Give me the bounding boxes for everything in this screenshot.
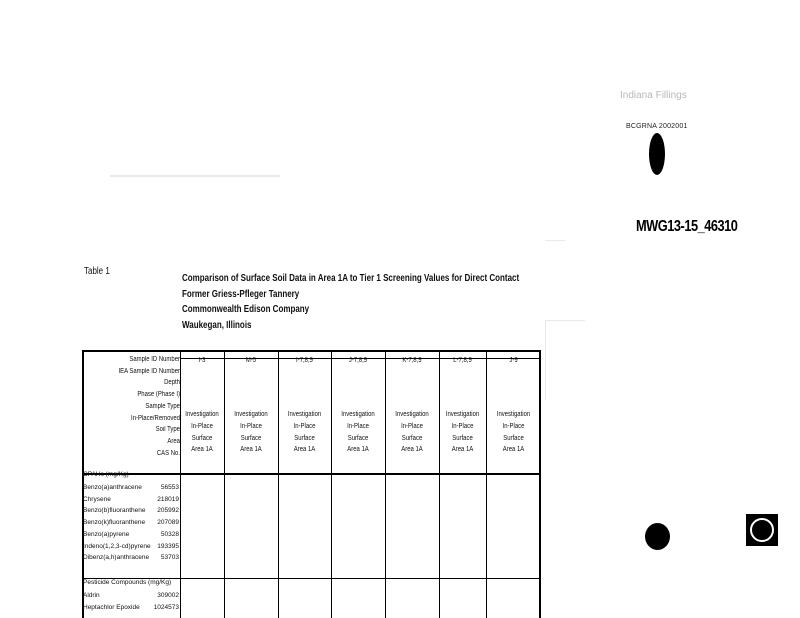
sample-id: I-7,8,9 (296, 357, 313, 364)
cas-number: 207089 (157, 519, 179, 527)
sample-attribute: Surface (347, 434, 369, 442)
stamp-code: BCGRNA 2002001 (626, 123, 688, 130)
sample-attribute: In-Place (347, 422, 369, 430)
cas-number: 50328 (160, 530, 179, 538)
sample-attribute: In-Place (191, 422, 213, 430)
sample-attribute: Surface (294, 434, 315, 442)
title-line: Waukegan, Illinois (182, 319, 252, 331)
cas-number: 1024573 (153, 603, 179, 611)
sample-id: J-7,8,9 (348, 357, 368, 364)
table-row (82, 552, 182, 563)
sample-attribute: Investigation (395, 411, 429, 418)
stamp-header: Indiana Fillings (620, 90, 687, 101)
table-row (82, 541, 182, 552)
sample-attribute: Surface (191, 434, 213, 442)
sample-attribute: Investigation (287, 411, 322, 418)
header-row-label: Area (167, 437, 180, 445)
analyte-name: Benzo(a)pyrene (83, 530, 130, 538)
table-row (82, 517, 182, 528)
column-header (183, 357, 220, 456)
analyte-name: Chrysene (83, 495, 111, 503)
scan-artifact (545, 240, 565, 241)
sample-attribute: Surface (401, 434, 423, 442)
cas-number: 309002 (157, 592, 179, 599)
sample-attribute: In-Place (502, 422, 525, 430)
column-header (490, 357, 537, 456)
analyte-name: Aldrin (83, 592, 100, 599)
table-row (82, 482, 182, 493)
sample-attribute: In-Place (401, 422, 423, 430)
punch-hole-ring (750, 518, 774, 542)
soil-data-table (82, 350, 541, 618)
sample-attribute: Area 1A (502, 446, 525, 454)
column-rule (439, 350, 440, 618)
sample-id: I-3 (198, 357, 206, 364)
sample-attribute: Investigation (185, 411, 219, 418)
analyte-name: Benzo(k)fluoranthene (83, 519, 146, 527)
column-rule (224, 350, 225, 618)
header-row-label: Depth (164, 379, 180, 387)
header-row-label: IEA Sample ID Number (118, 367, 180, 375)
sample-attribute: Area 1A (240, 446, 262, 454)
column-rule (331, 350, 332, 618)
sample-attribute: In-Place (240, 422, 262, 430)
cas-number: 218019 (157, 495, 179, 503)
punch-hole (649, 133, 665, 175)
sample-attribute: Surface (452, 434, 473, 442)
sample-attribute: Area 1A (293, 446, 316, 454)
scan-artifact (110, 175, 280, 177)
analyte-name: Indeno(1,2,3-cd)pyrene (83, 542, 151, 550)
sample-attribute: Investigation (234, 411, 268, 418)
column-rule (385, 350, 386, 618)
sample-attribute: Surface (503, 434, 524, 442)
column-rule (486, 350, 487, 618)
title-line: Comparison of Surface Soil Data in Area 1A to Tier 1 Screening Values for Direct Contact (182, 273, 520, 284)
sample-attribute: Investigation (341, 411, 375, 418)
sample-attribute: In-Place (293, 422, 316, 430)
scan-artifact (545, 320, 546, 400)
table-row (82, 529, 182, 540)
scan-artifact (545, 320, 585, 321)
group-heading: CPAHs (mg/Kg) (83, 471, 129, 478)
header-row-label: Sample Type (145, 402, 180, 410)
sample-id: L-7,8,9 (453, 357, 472, 364)
punch-hole (645, 523, 670, 550)
cas-number: 53703 (160, 554, 179, 562)
table-title (182, 271, 519, 333)
header-row-label: Soil Type (155, 426, 180, 434)
table-rule (82, 350, 541, 352)
title-line: Commonwealth Edison Company (182, 304, 310, 315)
sample-attribute: Area 1A (347, 446, 369, 454)
sample-attribute: Surface (240, 434, 262, 442)
sample-attribute: In-Place (451, 422, 474, 430)
header-row-label: In-Place/Removed (131, 414, 180, 422)
title-line: Former Griess-Pfleger Tannery (182, 288, 300, 300)
cas-number: 193395 (157, 542, 179, 550)
sample-attribute: Investigation (496, 411, 531, 418)
table-row (82, 590, 182, 601)
column-header (282, 357, 327, 456)
table-row (82, 602, 182, 613)
header-row-label: CAS No. (156, 449, 180, 457)
column-header (389, 357, 435, 456)
table-label: Table 1 (84, 266, 110, 277)
sample-attribute: Area 1A (401, 446, 423, 454)
sample-attribute: Investigation (445, 411, 480, 418)
cas-number: 56553 (160, 484, 179, 491)
document-id: MWG13-15_46310 (636, 218, 738, 235)
column-rule (539, 350, 541, 618)
analyte-name: Heptachlor Epoxide (83, 603, 140, 611)
cas-number: 205992 (157, 507, 179, 515)
table-row (82, 505, 182, 516)
sample-id: J-9 (509, 357, 518, 364)
sample-id: K-7,8,9 (402, 357, 422, 364)
column-header (228, 357, 274, 456)
header-row-label: Phase (Phase I) (137, 391, 180, 399)
group-heading: Pesticide Compounds (mg/Kg) (83, 579, 172, 586)
sample-attribute: Area 1A (451, 446, 474, 454)
sample-attribute: Area 1A (191, 446, 213, 454)
table-rule (82, 473, 541, 475)
analyte-name: Dibenz(a,h)anthracene (83, 554, 150, 562)
column-header (443, 357, 483, 456)
analyte-name: Benzo(a)anthracene (83, 484, 142, 491)
analyte-name: Benzo(b)fluoranthene (83, 507, 146, 515)
header-row-label: Sample ID Number (129, 356, 180, 363)
column-rule (278, 350, 279, 618)
column-header (335, 357, 381, 456)
table-row (82, 494, 182, 505)
sample-id: M-5 (245, 357, 257, 364)
